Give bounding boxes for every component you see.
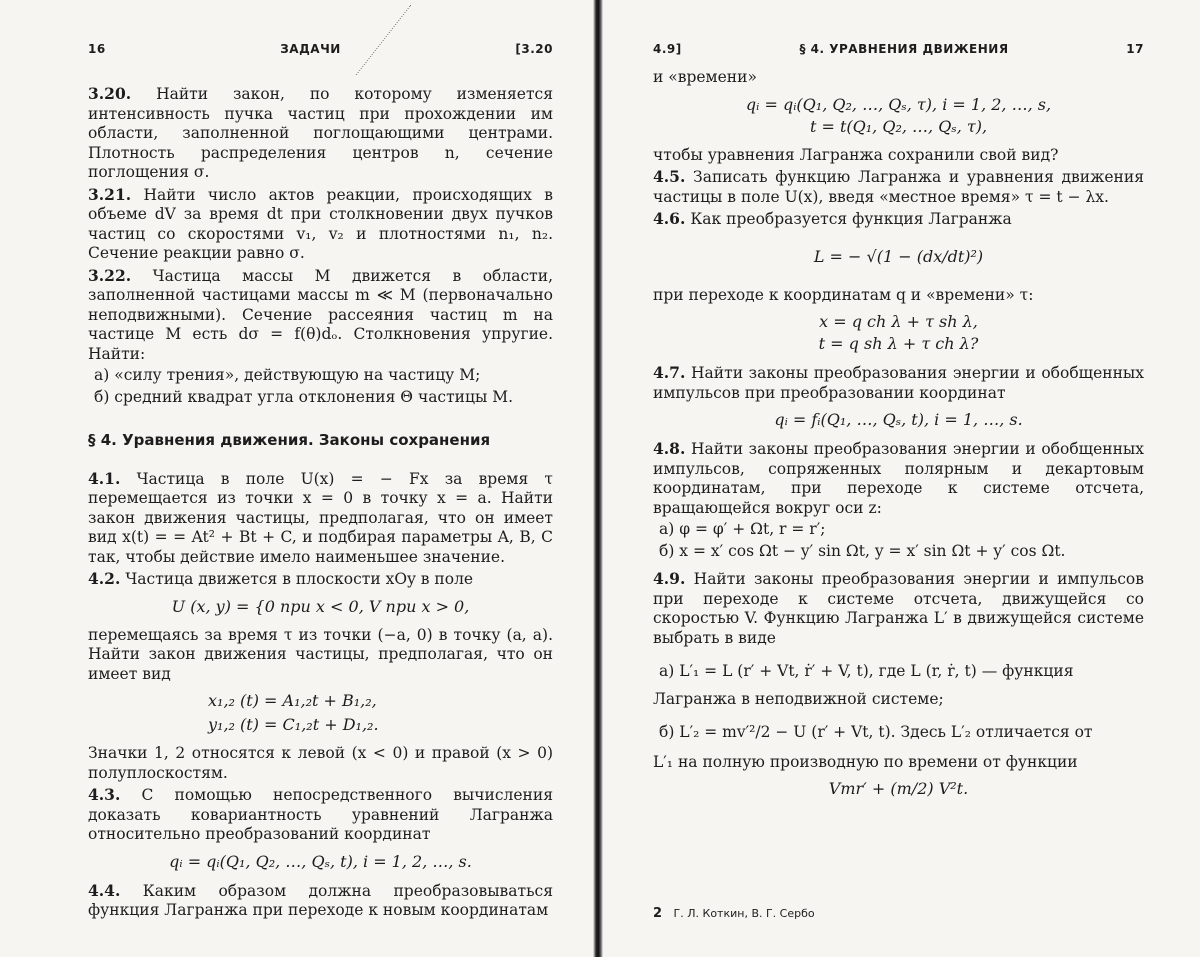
signature-footer (653, 906, 815, 921)
formula-y-law: y₁,₂ (t) = C₁,₂t + D₁,₂. (208, 715, 379, 734)
formula-total-derivative: Vmr′ + (m/2) V²t. (828, 779, 969, 798)
right-running-title: § 4. УРАВНЕНИЯ ДВИЖЕНИЯ (799, 42, 1009, 56)
formula-x-law: x₁,₂ (t) = A₁,₂t + B₁,₂, (208, 691, 377, 710)
formula-t-tau: t = t(Q₁, Q₂, …, Qₛ, τ), (809, 116, 988, 136)
problem-3-22-item-b: б) средний квадрат угла отклонения Θ частицы M. (94, 387, 514, 406)
right-page (605, 0, 1200, 957)
formula-coord-transform: qᵢ = qᵢ(Q₁, Q₂, …, Qₛ, t), i = 1, 2, …, s. (169, 851, 472, 871)
problem-4-8-item-b: б) x = x′ cos Ωt − y′ sin Ωt, y = x′ sin Ωt + y′ cos Ωt. (659, 541, 1066, 560)
problem-3-20: 3.20. Найти закон, по которому изменяется интенсивность пучка частиц при прохождении им области, заполненной поглощающими центрами. Плотность распределения центров n, сечение поглощения σ. (88, 84, 553, 181)
problem-4-4: 4.4. Каким образом должна преобразовываться функция Лагранжа при переходе к новым координатам (88, 880, 553, 919)
problem-4-6: 4.6. Как преобразуется функция Лагранжа (653, 209, 1012, 228)
problem-4-8-item-a: а) φ = φ′ + Ωt, r = r′; (659, 520, 826, 538)
problem-4-2-note: Значки 1, 2 относятся к левой (x < 0) и правой (x > 0) полуплоскостям. (88, 744, 553, 782)
problem-4-9-item-a-cont: Лагранжа в неподвижной системе; (653, 689, 944, 708)
problem-4-6-continued: при переходе к координатам q и «времени» τ: (653, 285, 1034, 304)
left-section-ref: [3.20 (515, 42, 553, 56)
signature-mark: 2 (653, 906, 663, 921)
problem-4-3: 4.3. С помощью непосредственного вычисления доказать ковариантность уравнений Лагранжа относительно преобразований координат (88, 785, 553, 843)
formula-x-boost: x = q ch λ + τ sh λ, (819, 312, 978, 331)
left-running-head (88, 42, 553, 56)
section-title: § 4. Уравнения движения. Законы сохранения (88, 431, 491, 449)
right-body (653, 68, 1144, 800)
right-running-head (653, 42, 1144, 56)
left-page (0, 0, 595, 957)
problem-3-22: 3.22. Частица массы M движется в области, заполненной частицами массы m ≪ M (первоначально неподвижными). Сечение рассеяния частиц m на частице M есть dσ = f(θ)dₒ. Столкновения упругие. Найти: (88, 265, 553, 363)
left-page-number: 16 (88, 42, 106, 56)
problem-4-9-item-a: а) L′₁ = L (r′ + Vt, ṙ′ + V, t), где L (r, ṙ, t) — функция (659, 662, 1074, 680)
formula-q-tau: qᵢ = qᵢ(Q₁, Q₂, …, Qₛ, τ), i = 1, 2, …, s, (745, 94, 1052, 114)
right-page-number: 17 (1126, 42, 1144, 56)
problem-4-9-item-b: б) L′₂ = mv′²/2 − U (r′ + Vt, t). Здесь L′₂ отличается от (659, 723, 1093, 741)
authors-line: Г. Л. Коткин, В. Г. Сербо (673, 907, 815, 920)
problem-3-21: 3.21. Найти число актов реакции, происходящих в объеме dV за время dt при столкновении двух пучков частиц со скоростями v₁, v₂ и плотностями n₁, n₂. Сечение реакции равно σ. (88, 184, 553, 262)
problem-4-5: 4.5. Записать функцию Лагранжа и уравнения движения частицы в поле U(x), введя «местное время» τ = t − λx. (653, 167, 1144, 206)
problem-4-1: 4.1. Частица в поле U(x) = − Fx за время τ перемещается из точки x = 0 в точку x = a. Найти закон движения частицы, предполагая, что он имеет вид x(t) = = At² + Bt + C, и подбирая параметры A, B, C так, чтобы действие имело наименьшее значение. (88, 468, 553, 566)
continued-question: чтобы уравнения Лагранжа сохранили свой вид? (653, 145, 1059, 164)
problem-4-9-item-b-cont: L′₁ на полную производную по времени от функции (653, 752, 1078, 771)
left-running-title: ЗАДАЧИ (280, 42, 341, 56)
problem-4-2-continued: перемещаясь за время τ из точки (−a, 0) в точку (a, a). Найти закон движения частицы, предполагая, что он имеет вид (88, 625, 553, 683)
formula-potential: U (x, y) = {0 при x < 0, V при x > 0, (171, 596, 470, 616)
continued-text: и «времени» (653, 68, 757, 86)
formula-t-boost: t = q sh λ + τ ch λ? (818, 334, 979, 353)
problem-3-22-item-a: а) «силу трения», действующую на частицу M; (94, 366, 481, 384)
formula-coord-f: qᵢ = fᵢ(Q₁, …, Qₛ, t), i = 1, …, s. (774, 410, 1023, 429)
problem-4-7: 4.7. Найти законы преобразования энергии и обобщенных импульсов при преобразовании координат (653, 363, 1144, 402)
problem-4-9: 4.9. Найти законы преобразования энергии и импульсов при переходе к системе отсчета, движущейся со скоростью V. Функцию Лагранжа L′ в движущейся системе выбрать в виде (653, 569, 1144, 647)
problem-4-2: 4.2. Частица движется в плоскости xOy в поле (88, 569, 474, 588)
left-body (88, 84, 553, 921)
right-section-ref: 4.9] (653, 42, 682, 56)
formula-lagrangian: L = − √(1 − (dx/dt)²) (813, 246, 984, 266)
problem-4-8: 4.8. Найти законы преобразования энергии и обобщенных импульсов, сопряженных полярным и декартовым координатам, при переходе к системе отсчета, вращающейся вокруг оси z: (653, 439, 1144, 517)
book-gutter (593, 0, 603, 957)
